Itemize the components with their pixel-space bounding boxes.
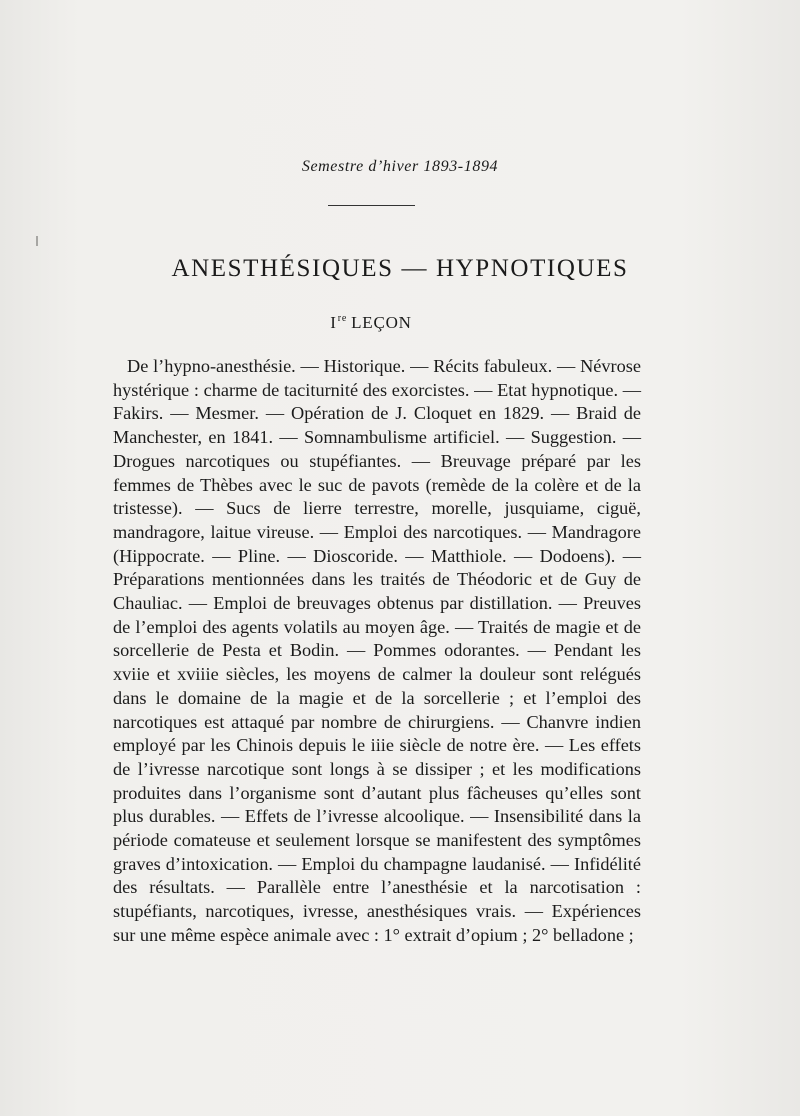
heading-rule bbox=[328, 205, 415, 206]
lesson-heading bbox=[0, 313, 742, 333]
lesson-number: I bbox=[330, 313, 337, 332]
chapter-title: ANESTHÉSIQUES — HYPNOTIQUES bbox=[171, 255, 629, 282]
scan-speck bbox=[36, 236, 38, 246]
lesson-label: LEÇON bbox=[351, 313, 412, 332]
lesson-ordinal-suffix: re bbox=[337, 313, 348, 325]
semester-heading: Semestre d’hiver 1893-1894 bbox=[301, 158, 499, 175]
lesson-summary-paragraph: De l’hypno-anesthésie. — Historique. — Récits fabuleux. — Névrose hystérique : charme de taciturnité des exorcistes. — Etat hypnotique. — Fakirs. — Mesmer. — Opération de J. Cloquet en 1829. — Braid de Manchester, en 1841. — Somnambulisme artificiel. — Suggestion. — Drogues narcotiques ou stupéfiantes. — Breuvage préparé par les femmes de Thèbes avec le suc de pavots (remède de la colère et de la tristesse). — Sucs de lierre terrestre, morelle, jusquiame, ciguë, mandragore, laitue vireuse. — Emploi des narcotiques. — Mandragore (Hippocrate. — Pline. — Dioscoride. — Matthiole. — Dodoens). — Préparations mentionnées dans les traités de Théodoric et de Guy de Chauliac. — Emploi de breuvages obtenus par distillation. — Preuves de l’emploi des agents volatils au moyen âge. — Traités de magie et de sorcellerie de Pesta et Bodin. — Pommes odorantes. — Pendant les xviie et xviiie siècles, les moyens de calmer la douleur sont relégués dans le domaine de la magie et de la sorcellerie ; et l’emploi des narcotiques est attaqué par nombre de chirurgiens. — Chanvre indien employé par les Chinois depuis le iiie siècle de notre ère. — Les effets de l’ivresse narcotique sont longs à se dissiper ; et les modifications produites dans l’organisme sont d’autant plus fâcheuses qu’elles sont plus durables. — Effets de l’ivresse alcoolique. — Insensibilité dans la période comateuse et seulement lorsque se manifestent des symptômes graves d’intoxication. — Emploi du champagne laudanisé. — Infidélité des résultats. — Parallèle entre l’anesthésie et la narcotisation : stupéfiants, narcotiques, ivresse, anesthésiques vrais. — Expériences sur une même espèce animale avec : 1° extrait d’opium ; 2° belladone ; bbox=[113, 356, 641, 945]
